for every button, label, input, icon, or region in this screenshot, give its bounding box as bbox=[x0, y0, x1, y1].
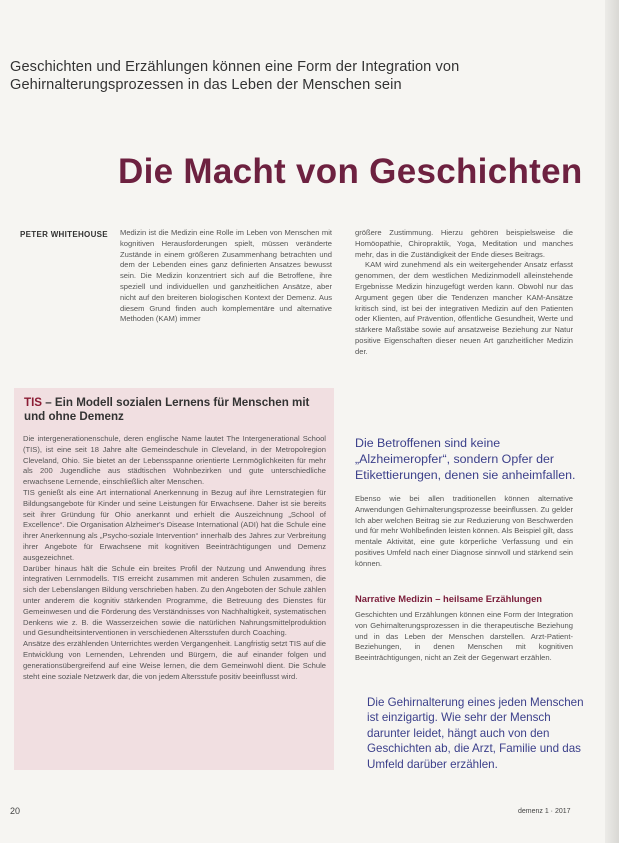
box-paragraph: Darüber hinaus hält die Schule ein breites Profil der Nutzung und Anwendung ihres integrativen Lernmodells. TIS erreicht zusammen mit anderen Schulen zusammen, die sich der Lebenslangen Bildung verschrieben haben. Zu den Angeboten der Schule zählen unter anderem die kognitiv stärkenden Programme, die Betreuung des Dienstes für Gemeinwesen und die Förderung des Verständnisses von Nachhaltigkeit, systematischen Denkens wie z. B. die Wasserzeichen sowie die natürlichen Nahrungsmittelproduktion und Gesundheitsinterventionen in verschiedenen Altersstufen durch Coaching. bbox=[23, 563, 326, 638]
paragraph: KAM wird zunehmend als ein weitergehender Ansatz erfasst genommen, der dem westlichen Medizinmodell alleinstehende Ergebnisse Medizin hinzugefügt werden kann. Obwohl nur das Argument gegen über die Tendenzen mancher KAM-Ansätze kritisch sind, ist bei der integrativen Medizin auf den Patienten oder Klienten, auf Prävention, öffentliche Gesundheit, Werte und stärkere Maßstäbe sowie auf ansatzweise Beziehung zur Natur positive Eigenschaften dieser neuen Art ganzheitlicher Medizin der. bbox=[355, 260, 573, 356]
box-paragraph: Die intergenerationenschule, deren englische Name lautet The Intergenerational School (TIS), ist eine seit 18 Jahre alte Gemeindeschule in Cleveland, in der Metropolregion Cleveland, Ohio. Sie bietet an der Lebensspanne orientierte Lernmöglichkeiten für mehr als 200 Jugendliche aus städtischen Wohnbezirken und gute unterschiedliche erwachsene Lernende, einschließlich alter Menschen. bbox=[23, 434, 326, 487]
paragraph: Geschichten und Erzählungen können eine Form der Integration von Gehirnalterungsprozessen in die therapeutische Beziehung und in das Leben der Menschen darstellen. Arzt-Patient-Beziehungen, in denen Menschen mit kognitiven Beeinträchtigungen, nicht an Zeit der Gegenwart erzählen. bbox=[355, 610, 573, 663]
paragraph: Medizin ist die Medizin eine Rolle im Leben von Menschen mit kognitiven Herausforderungen spielt, müssen veränderte Zustände in einem größeren Zusammenhang betrachten und dem der Lebenden eines ganz definierten Ansatzes bewusst sein. Die Medizin konzentriert sich auf die Betroffene, ihre speziell und individuellen und ganzheitlichen Ansätze, aber nicht auf den breiteren biologischen Kontext der Demenz. Aus diesem Grund finden auch komplementäre und alternative Methoden (KAM) immer bbox=[120, 228, 332, 324]
paragraph: Ebenso wie bei allen traditionellen können alternative Anwendungen Gehirnalterungsprozesse beeinflussen. Zu gelder Ich aber welchen Beitrag sie zur Reduzierung von Beschwerden und für mehr Wohlbefinden leisten können. Als Beispiel gilt, dass mentale Aktivität, eine gute körperliche Verfassung und ein positives Umfeld nach einer Diagnose sinnvoll und stärkend sein können. bbox=[355, 494, 573, 568]
paragraph: größere Zustimmung. Hierzu gehören beispielsweise die Homöopathie, Chiropraktik, Yoga, Meditation und manches mehr, das in die Zuständigkeit der Ende dieses Beitrags. bbox=[355, 228, 573, 259]
body-column-4 bbox=[355, 610, 573, 664]
box-heading-tis: TIS bbox=[24, 396, 43, 409]
box-heading-rest: – Ein Modell sozialen Lernens für Menschen mit und ohne Demenz bbox=[24, 396, 310, 423]
page-number: 20 bbox=[10, 806, 21, 816]
pull-quote-1: Die Betroffenen sind keine „Alzheimeropfer“, sondern Opfer der Etikettierungen, denen sie anheimfallen. bbox=[355, 436, 576, 482]
body-column-3 bbox=[355, 494, 573, 570]
article-subtitle: Geschichten und Erzählungen können eine Form der Integration von Gehirnalterungsprozessen in das Leben der Menschen sein bbox=[10, 59, 460, 93]
body-column-1 bbox=[120, 228, 332, 325]
box-heading bbox=[24, 396, 324, 424]
tis-info-box bbox=[14, 388, 334, 770]
journal-footer: demenz 1 · 2017 bbox=[518, 808, 571, 815]
article-title: Die Macht von Geschichten bbox=[118, 152, 583, 191]
pull-quote-2: Die Gehirnalterung eines jeden Menschen ist einzigartig. Wie sehr der Mensch darunter leidet, hängt auch von den Geschichten ab, die Arzt, Familie und das Umfeld darüber erzählen. bbox=[367, 696, 584, 771]
box-paragraph: TIS genießt als eine Art international Anerkennung in Bezug auf ihre Lernstrategien für Bildungsangebote für Kinder und seine Leistungen für Erwachsene. Daher ist sie bereits seit ihrer Gründung für Ohio anerkannt und erhielt die Auszeichnung „School of Excellence“. Die Organisation Alzheimer's Disease International (ADI) hat die Schule eine ihrer Anerkennung als „Psycho-soziale Intervention“ innerhalb des Jahres zur Verbreitung ihrer Angebote für Erwachsene mit kognitiven Beeinträchtigungen und Demenz ausgezeichnet. bbox=[23, 487, 326, 562]
box-paragraph: Ansätze des erzählenden Unterrichtes werden Vergangenheit. Langfristig setzt TIS auf die Entwicklung von Lernenden, Lehrenden und Bürgern, die auf einander folgen und generationsübergreifend auf eine Weise lernen, die dem Gemeinwohl dient. Die Schule steht eine soziale Netzwerk dar, die von jedem Altersstufe positiv beeinflusst wird. bbox=[23, 639, 326, 681]
box-text bbox=[23, 434, 326, 682]
page-spine bbox=[605, 0, 619, 843]
body-column-2 bbox=[355, 228, 573, 358]
section-subheading: Narrative Medizin – heilsame Erzählungen bbox=[355, 593, 543, 604]
author-name: PETER WHITEHOUSE bbox=[20, 230, 108, 239]
